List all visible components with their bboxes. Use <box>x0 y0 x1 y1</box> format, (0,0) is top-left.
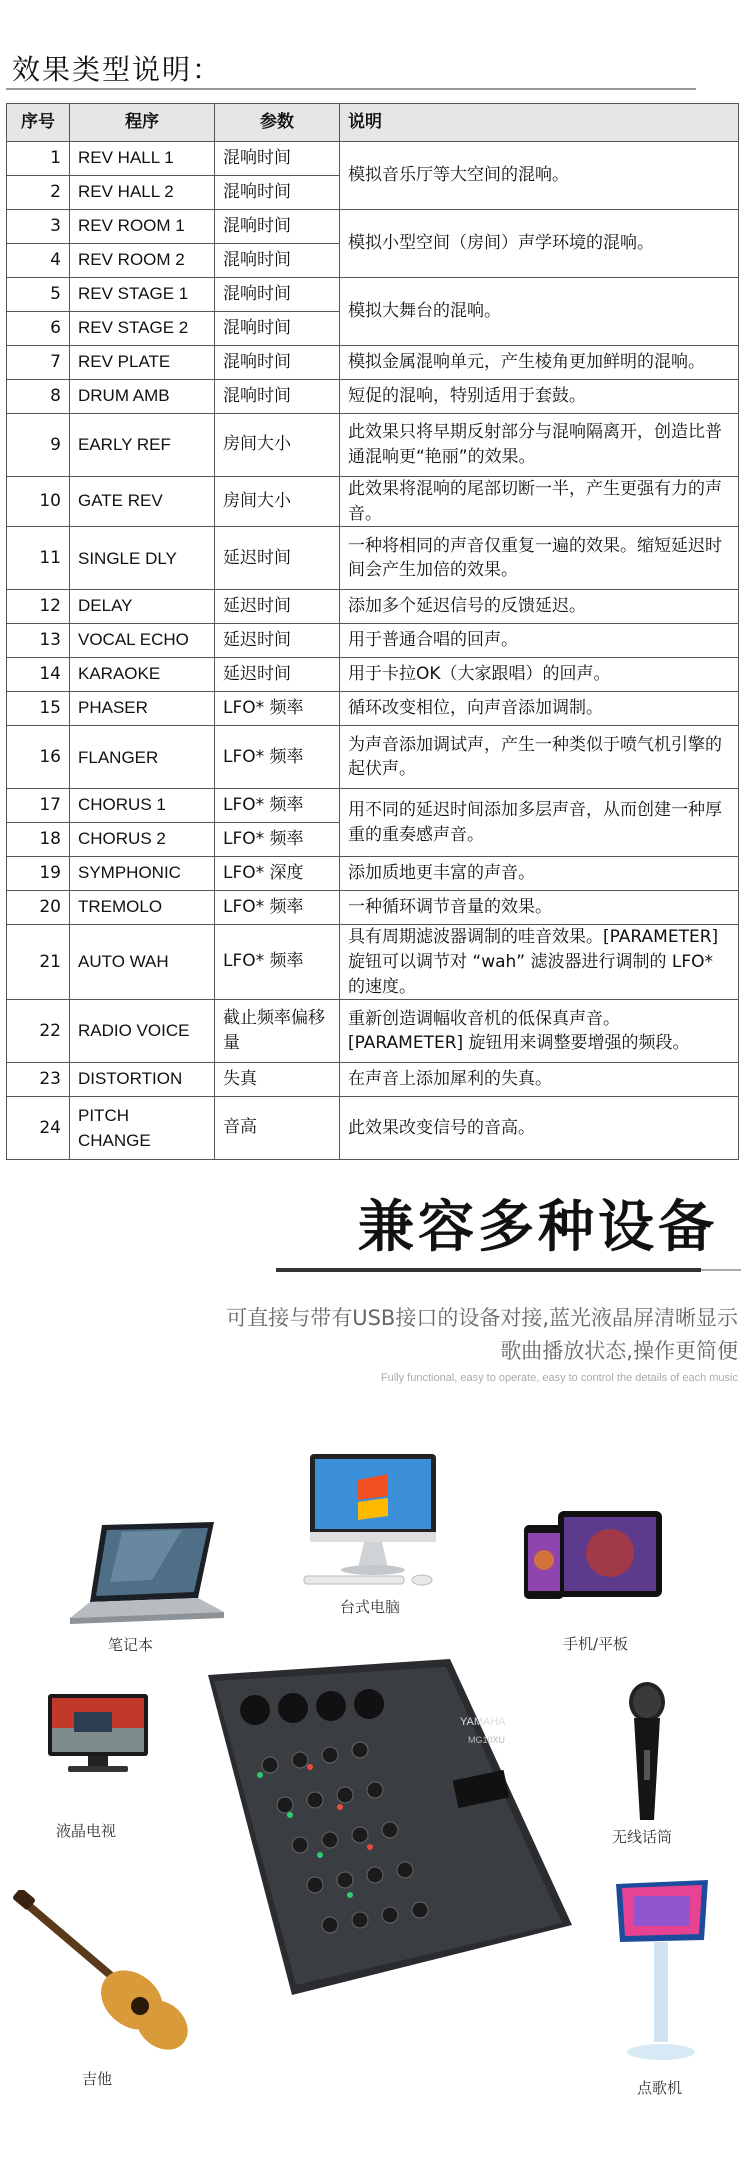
mixer-model-text: MG10XU <box>468 1735 506 1745</box>
row-param: LFO* 频率 <box>215 891 340 925</box>
row-no: 13 <box>7 624 70 658</box>
compat-description-line: 可直接与带有USB接口的设备对接,蓝光液晶屏清晰显示 <box>226 1306 738 1330</box>
table-row <box>7 380 739 414</box>
row-program: CHORUS 2 <box>70 823 215 857</box>
row-desc: 用于普通合唱的回声。 <box>340 624 739 658</box>
table-row <box>7 142 739 176</box>
row-no: 1 <box>7 142 70 176</box>
compat-description-line: 歌曲播放状态,操作更简便 <box>500 1338 738 1363</box>
row-desc: 一种循环调节音量的效果。 <box>340 891 739 925</box>
row-desc: 用不同的延迟时间添加多层声音，从而创建一种厚重的重奏感声音。 <box>340 789 739 857</box>
row-param: 混响时间 <box>215 142 340 176</box>
row-desc: 添加质地更丰富的声音。 <box>340 857 739 891</box>
row-desc: 此效果改变信号的音高。 <box>340 1097 739 1160</box>
row-no: 3 <box>7 210 70 244</box>
row-no: 7 <box>7 346 70 380</box>
row-program: REV ROOM 2 <box>70 244 215 278</box>
device-label-guitar: 吉他 <box>82 2070 113 2088</box>
row-program: AUTO WAH <box>70 925 215 1000</box>
row-param: 混响时间 <box>215 176 340 210</box>
row-param: 延迟时间 <box>215 527 340 590</box>
row-param: 混响时间 <box>215 312 340 346</box>
row-no: 21 <box>7 925 70 1000</box>
row-param: LFO* 频率 <box>215 692 340 726</box>
row-no: 10 <box>7 477 70 527</box>
row-no: 22 <box>7 1000 70 1063</box>
title-divider <box>6 88 696 90</box>
row-program: SINGLE DLY <box>70 527 215 590</box>
row-desc: 此效果将混响的尾部切断一半，产生更强有力的声音。 <box>340 477 739 527</box>
row-program: GATE REV <box>70 477 215 527</box>
compat-title: 兼容多种设备 <box>358 1195 718 1260</box>
table-row <box>7 414 739 477</box>
table-row <box>7 857 739 891</box>
row-program: CHORUS 1 <box>70 789 215 823</box>
row-program: RADIO VOICE <box>70 1000 215 1063</box>
mixer-brand-text: YAMAHA <box>460 1716 506 1728</box>
header-param: 参数 <box>215 104 340 142</box>
tv-icon <box>44 1690 154 1780</box>
row-desc: 添加多个延迟信号的反馈延迟。 <box>340 590 739 624</box>
row-desc: 循环改变相位，向声音添加调制。 <box>340 692 739 726</box>
row-desc: 模拟小型空间（房间）声学环境的混响。 <box>340 210 739 278</box>
row-no: 4 <box>7 244 70 278</box>
header-desc: 说明 <box>340 104 739 142</box>
compat-description <box>138 1302 738 1367</box>
table-row <box>7 1097 739 1160</box>
row-program: PHASER <box>70 692 215 726</box>
table-header-row <box>7 104 739 142</box>
row-param: LFO* 频率 <box>215 789 340 823</box>
desktop-computer-icon <box>298 1450 448 1590</box>
table-row <box>7 527 739 590</box>
audio-mixer-icon <box>200 1655 575 2000</box>
row-param: 截止频率偏移量 <box>215 1000 340 1063</box>
row-no: 8 <box>7 380 70 414</box>
row-program: DRUM AMB <box>70 380 215 414</box>
row-param: 混响时间 <box>215 210 340 244</box>
row-no: 24 <box>7 1097 70 1160</box>
row-no: 20 <box>7 891 70 925</box>
row-program: PITCH CHANGE <box>70 1097 215 1160</box>
table-row <box>7 1063 739 1097</box>
table-row <box>7 278 739 312</box>
table-row <box>7 925 739 1000</box>
row-param: 音高 <box>215 1097 340 1160</box>
row-desc: 模拟大舞台的混响。 <box>340 278 739 346</box>
row-param: 混响时间 <box>215 346 340 380</box>
row-no: 6 <box>7 312 70 346</box>
row-no: 17 <box>7 789 70 823</box>
wireless-microphone-icon <box>622 1680 672 1830</box>
row-program: REV HALL 2 <box>70 176 215 210</box>
row-desc: 一种将相同的声音仅重复一遍的效果。缩短延迟时间会产生加倍的效果。 <box>340 527 739 590</box>
row-param: LFO* 频率 <box>215 925 340 1000</box>
row-no: 14 <box>7 658 70 692</box>
row-param: LFO* 频率 <box>215 823 340 857</box>
row-program: TREMOLO <box>70 891 215 925</box>
row-desc: 模拟金属混响单元，产生棱角更加鲜明的混响。 <box>340 346 739 380</box>
row-no: 12 <box>7 590 70 624</box>
row-no: 15 <box>7 692 70 726</box>
row-program: SYMPHONIC <box>70 857 215 891</box>
row-program: REV STAGE 2 <box>70 312 215 346</box>
device-label-kiosk: 点歌机 <box>637 2079 683 2097</box>
table-row <box>7 891 739 925</box>
row-no: 16 <box>7 726 70 789</box>
row-param: LFO* 频率 <box>215 726 340 789</box>
row-param: 失真 <box>215 1063 340 1097</box>
row-desc: 此效果只将早期反射部分与混响隔离开，创造比普通混响更“艳丽”的效果。 <box>340 414 739 477</box>
device-label-laptop: 笔记本 <box>108 1636 154 1654</box>
header-program: 程序 <box>70 104 215 142</box>
row-param: 混响时间 <box>215 380 340 414</box>
row-param: LFO* 深度 <box>215 857 340 891</box>
compat-subtitle: Fully functional, easy to operate, easy to control the details of each music <box>380 1372 738 1384</box>
effects-section-title: 效果类型说明： <box>12 53 223 86</box>
table-row <box>7 658 739 692</box>
row-program: REV ROOM 1 <box>70 210 215 244</box>
row-no: 23 <box>7 1063 70 1097</box>
effects-table <box>6 103 739 1160</box>
device-label-phone-tablet: 手机/平板 <box>563 1635 629 1653</box>
phone-tablet-icon <box>518 1505 668 1605</box>
device-label-desktop: 台式电脑 <box>340 1598 401 1616</box>
row-no: 19 <box>7 857 70 891</box>
row-no: 18 <box>7 823 70 857</box>
row-program: REV HALL 1 <box>70 142 215 176</box>
row-param: 延迟时间 <box>215 590 340 624</box>
table-row <box>7 726 739 789</box>
row-desc: 用于卡拉OK（大家跟唱）的回声。 <box>340 658 739 692</box>
compat-divider <box>276 1268 701 1272</box>
row-no: 2 <box>7 176 70 210</box>
compat-divider-tail <box>701 1269 741 1271</box>
row-desc: 具有周期滤波器调制的哇音效果。[PARAMETER] 旋钮可以调节对 “wah” 滤波器进行调制的 LFO* 的速度。 <box>340 925 739 1000</box>
guitar-icon <box>12 1890 192 2050</box>
table-row <box>7 789 739 823</box>
row-no: 11 <box>7 527 70 590</box>
row-program: KARAOKE <box>70 658 215 692</box>
row-desc: 短促的混响，特别适用于套鼓。 <box>340 380 739 414</box>
row-program: FLANGER <box>70 726 215 789</box>
laptop-icon <box>62 1520 232 1630</box>
row-no: 9 <box>7 414 70 477</box>
row-desc: 模拟音乐厅等大空间的混响。 <box>340 142 739 210</box>
table-row <box>7 210 739 244</box>
row-program: REV STAGE 1 <box>70 278 215 312</box>
row-param: 混响时间 <box>215 278 340 312</box>
row-param: 延迟时间 <box>215 624 340 658</box>
device-label-tv: 液晶电视 <box>56 1822 117 1840</box>
row-param: 混响时间 <box>215 244 340 278</box>
row-param: 房间大小 <box>215 477 340 527</box>
row-program: DELAY <box>70 590 215 624</box>
row-param: 延迟时间 <box>215 658 340 692</box>
device-label-mic: 无线话筒 <box>612 1828 673 1846</box>
row-desc: 为声音添加调试声，产生一种类似于喷气机引擎的起伏声。 <box>340 726 739 789</box>
row-program: EARLY REF <box>70 414 215 477</box>
row-program: REV PLATE <box>70 346 215 380</box>
row-program: DISTORTION <box>70 1063 215 1097</box>
row-desc: 重新创造调幅收音机的低保真声音。[PARAMETER] 旋钮用来调整要增强的频段。 <box>340 1000 739 1063</box>
table-row <box>7 477 739 527</box>
row-desc: 在声音上添加犀利的失真。 <box>340 1063 739 1097</box>
header-no: 序号 <box>7 104 70 142</box>
karaoke-kiosk-icon <box>612 1876 712 2066</box>
table-row <box>7 624 739 658</box>
row-param: 房间大小 <box>215 414 340 477</box>
row-no: 5 <box>7 278 70 312</box>
table-row <box>7 692 739 726</box>
table-row <box>7 590 739 624</box>
table-row <box>7 346 739 380</box>
table-row <box>7 1000 739 1063</box>
row-program: VOCAL ECHO <box>70 624 215 658</box>
